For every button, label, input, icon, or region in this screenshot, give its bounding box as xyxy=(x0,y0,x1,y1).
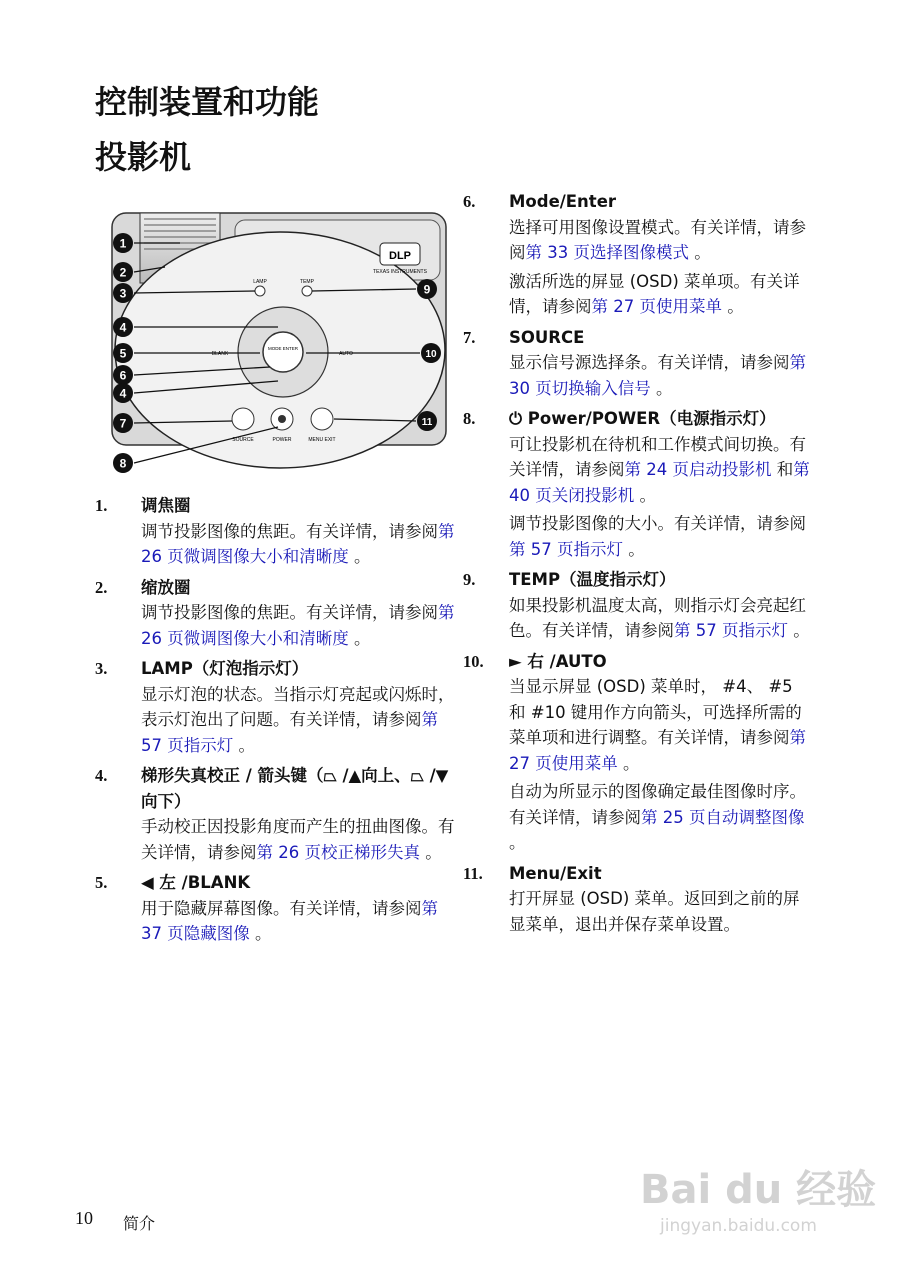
callout-4b: 4 xyxy=(119,386,127,401)
paragraph-text: 自动为所显示的图像确定最佳图像时序。有关详情，请参阅 xyxy=(509,782,806,827)
paragraph-text: 调节投影图像的焦距。有关详情，请参阅 xyxy=(141,603,438,622)
list-item xyxy=(95,763,460,865)
item-number: 3. xyxy=(95,659,108,678)
item-paragraph xyxy=(509,886,813,937)
item-number: 1. xyxy=(95,496,108,515)
cross-reference-link[interactable]: 第 27 页使用菜单 xyxy=(509,728,806,773)
temp-label: TEMP xyxy=(300,279,314,285)
blank-label: BLANK xyxy=(211,351,229,357)
list-item xyxy=(463,325,813,402)
cross-reference-link[interactable]: 第 33 页选择图像模式 xyxy=(525,243,689,262)
list-item xyxy=(95,870,460,947)
item-number: 9. xyxy=(463,570,476,589)
paragraph-text: 手动校正因投影角度而产生的扭曲图像。有关详情，请参阅 xyxy=(141,817,455,862)
callout-7: 7 xyxy=(119,416,127,431)
list-item xyxy=(95,656,460,758)
item-paragraph xyxy=(141,682,460,759)
cross-reference-link[interactable]: 第 37 页隐藏图像 xyxy=(141,898,438,943)
item-title: SOURCE xyxy=(509,327,585,347)
cross-reference-link[interactable]: 第 26 页微调图像大小和清晰度 xyxy=(141,521,455,566)
mode-enter-button[interactable] xyxy=(263,332,303,372)
item-title: ⏻ Power/POWER（电源指示灯） xyxy=(509,409,776,428)
item-paragraph xyxy=(509,350,813,401)
dlp-logo: DLP xyxy=(389,250,411,262)
item-title: LAMP（灯泡指示灯） xyxy=(141,659,309,678)
cross-reference-link[interactable]: 第 26 页校正梯形失真 xyxy=(256,842,420,862)
lamp-label: LAMP xyxy=(253,279,267,285)
cross-reference-link[interactable]: 第 30 页切换输入信号 xyxy=(509,353,806,398)
power-label: POWER xyxy=(272,437,292,443)
section-title: 投影机 xyxy=(95,138,192,176)
item-number: 6. xyxy=(463,192,476,211)
paragraph-text: 。 xyxy=(348,547,371,566)
ti-label: TEXAS INSTRUMENTS xyxy=(373,269,427,275)
paragraph-text: 。 xyxy=(788,621,810,640)
callout-10: 10 xyxy=(425,349,437,360)
item-number: 10. xyxy=(463,651,484,671)
item-paragraph xyxy=(141,600,460,651)
callout-1: 1 xyxy=(119,236,127,251)
paragraph-text: 可让投影机在待机和工作模式间切换。有关详情，请参阅 xyxy=(509,434,806,479)
paragraph-text: 。 xyxy=(233,735,255,755)
cross-reference-link[interactable]: 第 26 页微调图像大小和清晰度 xyxy=(141,603,455,648)
cross-reference-link[interactable]: 第 25 页自动调整图像 xyxy=(641,807,805,827)
item-title: 梯形失真校正 / 箭头键（⏢ /▲向上、⏢ /▼ 向下） xyxy=(141,766,449,811)
item-number: 4. xyxy=(95,766,108,785)
cross-reference-link[interactable]: 第 57 页指示灯 xyxy=(141,710,438,755)
paragraph-text: 。 xyxy=(509,833,526,852)
item-paragraph xyxy=(509,779,813,856)
paragraph-text: 。 xyxy=(722,297,744,316)
watermark-url: jingyan.baidu.com xyxy=(660,1216,817,1236)
temp-indicator xyxy=(302,286,312,296)
cross-reference-link[interactable]: 第 27 页使用菜单 xyxy=(591,297,722,316)
item-number: 11. xyxy=(463,863,483,883)
paragraph-text: 调节投影图像的焦距。有关详情，请参阅 xyxy=(141,521,438,541)
callout-11: 11 xyxy=(421,417,433,428)
item-title: Mode/Enter xyxy=(509,192,617,211)
item-title: Menu/Exit xyxy=(509,863,602,883)
item-paragraph xyxy=(509,593,813,644)
callout-6: 6 xyxy=(119,368,127,383)
paragraph-text: 打开屏显 (OSD) 菜单。返回到之前的屏显菜单，退出并保存菜单设置。 xyxy=(509,889,800,934)
right-column xyxy=(463,189,813,942)
item-number: 8. xyxy=(463,409,476,428)
item-paragraph xyxy=(141,519,460,570)
item-paragraph xyxy=(509,674,813,776)
item-paragraph xyxy=(509,215,813,266)
paragraph-text: 。 xyxy=(348,628,371,648)
paragraph-text: 。 xyxy=(634,485,656,505)
item-number: 5. xyxy=(95,873,108,892)
paragraph-text: 激活所选的屏显 (OSD) 菜单项。有关详情，请参阅 xyxy=(509,271,800,316)
callout-4: 4 xyxy=(119,320,127,335)
item-number: 2. xyxy=(95,577,108,597)
paragraph-text: 。 xyxy=(420,842,442,862)
cross-reference-link[interactable]: 第 40 页关闭投影机 xyxy=(509,460,810,505)
cross-reference-link[interactable]: 第 57 页指示灯 xyxy=(674,621,788,640)
paragraph-text: 。 xyxy=(617,753,640,773)
auto-label: AUTO xyxy=(339,351,353,357)
paragraph-text: 选择可用图像设置模式。有关详情，请参阅 xyxy=(509,217,806,262)
section-name: 简介 xyxy=(123,1214,156,1233)
source-label: SOURCE xyxy=(232,437,254,443)
projector-diagram xyxy=(110,205,455,475)
mode-enter-label: MODE ENTER xyxy=(267,346,299,351)
list-item xyxy=(463,861,813,938)
source-button[interactable] xyxy=(232,408,254,430)
list-item xyxy=(463,649,813,856)
callout-9: 9 xyxy=(423,282,431,297)
callout-2: 2 xyxy=(119,265,127,280)
page-number: 10 xyxy=(75,1208,93,1228)
item-number: 7. xyxy=(463,327,476,347)
paragraph-text: 当显示屏显 (OSD) 菜单时， #4、 #5 和 #10 键用作方向箭头，可选择所需的菜单项和进行调整。有关详情，请参阅 xyxy=(509,677,802,747)
paragraph-text: 如果投影机温度太高，则指示灯会亮起红色。有关详情，请参阅 xyxy=(509,595,806,640)
item-title: 缩放圈 xyxy=(141,577,191,597)
list-item xyxy=(463,406,813,562)
paragraph-text: 显示灯泡的状态。当指示灯亮起或闪烁时，表示灯泡出了问题。有关详情，请参阅 xyxy=(141,684,455,729)
paragraph-text: 用于隐藏屏幕图像。有关详情，请参阅 xyxy=(141,898,422,918)
callout-3: 3 xyxy=(119,286,127,301)
paragraph-text: 调节投影图像的大小。有关详情，请参阅 xyxy=(509,514,806,533)
list-item xyxy=(463,567,813,644)
lamp-indicator xyxy=(255,286,265,296)
menu-exit-button[interactable] xyxy=(311,408,333,430)
item-title: 调焦圈 xyxy=(141,496,191,515)
callout-8: 8 xyxy=(119,456,127,471)
left-column xyxy=(95,493,460,952)
paragraph-text: 。 xyxy=(650,378,673,398)
item-paragraph xyxy=(509,432,813,509)
item-paragraph xyxy=(141,814,460,865)
paragraph-text: 。 xyxy=(249,924,272,943)
item-title: ◀ 左 /BLANK xyxy=(141,873,251,892)
item-paragraph xyxy=(141,896,460,947)
cross-reference-link[interactable]: 第 24 页启动投影机 xyxy=(624,460,772,479)
page-title: 控制装置和功能 xyxy=(95,83,320,121)
watermark-logo: Bai du 经验 xyxy=(640,1167,877,1213)
list-item xyxy=(463,189,813,320)
paragraph-text: 显示信号源选择条。有关详情，请参阅 xyxy=(509,353,790,372)
list-item xyxy=(95,493,460,570)
list-item xyxy=(95,575,460,652)
item-paragraph xyxy=(509,511,813,562)
item-title: ► 右 /AUTO xyxy=(509,651,607,671)
paragraph-text: 和 xyxy=(771,460,794,479)
paragraph-text: 。 xyxy=(689,243,711,262)
cross-reference-link[interactable]: 第 57 页指示灯 xyxy=(509,539,623,559)
menu-exit-label: MENU EXIT xyxy=(308,437,336,443)
paragraph-text: 。 xyxy=(623,539,645,559)
item-title: TEMP（温度指示灯） xyxy=(509,570,676,589)
item-paragraph xyxy=(509,269,813,320)
callout-5: 5 xyxy=(119,346,127,361)
